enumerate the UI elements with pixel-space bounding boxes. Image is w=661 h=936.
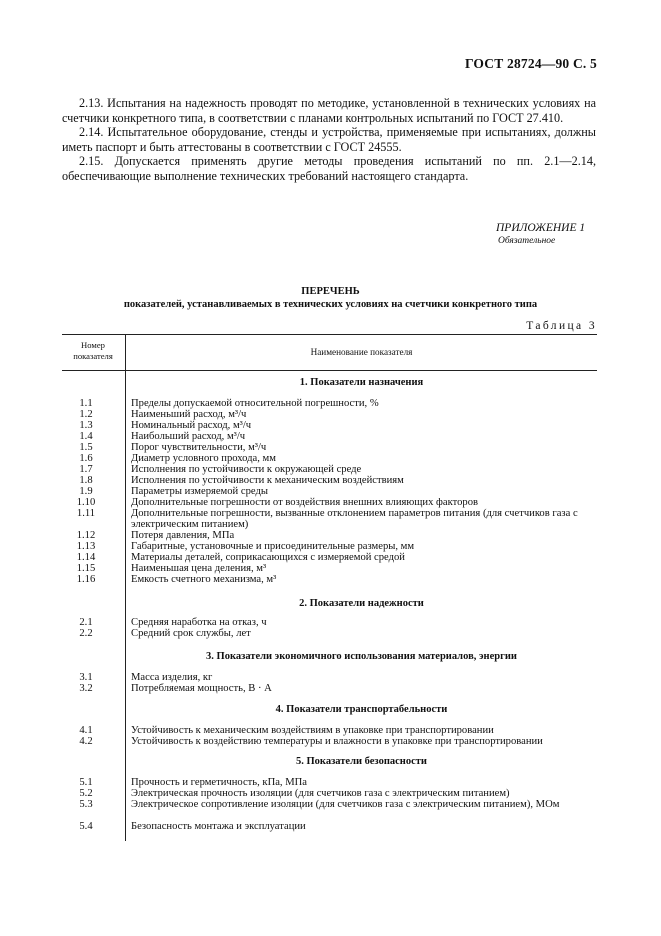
section-title-1: 1. Показатели назначения xyxy=(299,377,424,388)
row-number: 2.2 xyxy=(79,628,93,639)
row-number: 4.2 xyxy=(79,736,93,747)
row-text: Пределы допускаемой относительной погрешности, % xyxy=(131,398,379,409)
row-text: Наименьшая цена деления, м³ xyxy=(131,563,267,574)
row-text: Потеря давления, МПа xyxy=(131,530,235,541)
row-number: 2.1 xyxy=(79,617,93,628)
row-text: Электрическое сопротивление изоляции (для счетчиков газа с электрическим питанием), МОм xyxy=(131,799,560,810)
row-number: 3.1 xyxy=(79,672,93,683)
column-header-name: Наименование показателя xyxy=(310,347,413,357)
column-header-number xyxy=(62,340,124,362)
row-text: Наименьший расход, м³/ч xyxy=(131,409,247,420)
row-number: 5.1 xyxy=(79,777,93,788)
section-title-4: 4. Показатели транспортабельности xyxy=(275,704,448,715)
row-number: 1.2 xyxy=(79,409,93,420)
row-text: Исполнения по устойчивости к окружающей среде xyxy=(131,464,362,475)
body-text xyxy=(62,96,596,184)
row-number: 4.1 xyxy=(79,725,93,736)
list-title-heading: ПЕРЕЧЕНЬ xyxy=(301,286,360,297)
row-text: Устойчивость к механическим воздействиям в упаковке при транспортировании xyxy=(131,725,494,736)
row-number: 3.2 xyxy=(79,683,93,694)
row-number: 1.12 xyxy=(76,530,96,541)
paragraph-2-15: 2.15. Допускается применять другие методы проведения испытаний по пп. 2.1—2.14, обеспечивающие выполнение технических требований настоящего стандарта. xyxy=(62,154,596,183)
row-number: 1.4 xyxy=(79,431,93,442)
row-text: Электрическая прочность изоляции (для счетчиков газа с электрическим питанием) xyxy=(131,788,510,799)
row-text: Устойчивость к воздействию температуры и влажности в упаковке при транспортировании xyxy=(131,736,543,747)
table-top-rule xyxy=(62,334,597,335)
row-number: 1.11 xyxy=(76,508,96,519)
row-text: Средний срок службы, лет xyxy=(131,628,251,639)
row-text: Габаритные, установочные и присоединительные размеры, мм xyxy=(131,541,415,552)
row-number: 5.3 xyxy=(79,799,93,810)
row-number: 1.1 xyxy=(79,398,93,409)
paragraph-2-14: 2.14. Испытательное оборудование, стенды и устройства, применяемые при испытаниях, должны иметь паспорт и быть аттестованы в соответствии с ГОСТ 24555. xyxy=(62,125,596,154)
row-number: 5.4 xyxy=(79,821,93,832)
row-text: Параметры измеряемой среды xyxy=(131,486,268,497)
row-number: 1.6 xyxy=(79,453,93,464)
column-header-number-line1: Номер xyxy=(81,340,105,350)
appendix-label xyxy=(496,222,585,248)
row-number: 5.2 xyxy=(79,788,93,799)
column-header-number-line2: показателя xyxy=(73,351,113,361)
paragraph-2-13: 2.13. Испытания на надежность проводят по методике, установленной в технических условиях на счетчики конкретного типа, в соответствии с планами контрольных испытаний по ГОСТ 27.410. xyxy=(62,96,596,125)
table-header-rule xyxy=(62,370,597,371)
row-text: Потребляемая мощность, В · А xyxy=(131,683,272,694)
row-text: Средняя наработка на отказ, ч xyxy=(131,617,267,628)
row-text: Материалы деталей, соприкасающихся с измеряемой средой xyxy=(131,552,405,563)
row-text: Дополнительные погрешности от воздействия внешних влияющих факторов xyxy=(131,497,478,508)
row-text: Диаметр условного прохода, мм xyxy=(131,453,276,464)
row-text: Масса изделия, кг xyxy=(131,672,213,683)
row-number: 1.10 xyxy=(76,497,96,508)
row-text: Прочность и герметичность, кПа, МПа xyxy=(131,777,307,788)
row-text: Номинальный расход, м³/ч xyxy=(131,420,252,431)
row-number: 1.5 xyxy=(79,442,93,453)
row-text: Наибольший расход, м³/ч xyxy=(131,431,246,442)
row-text: Дополнительные погрешности, вызванные отклонением параметров питания (для счетчиков газа с электрическим питанием) xyxy=(131,508,578,530)
row-text: Исполнения по устойчивости к механическим воздействиям xyxy=(131,475,404,486)
page-header: ГОСТ 28724—90 С. 5 xyxy=(464,56,597,71)
section-title-2: 2. Показатели надежности xyxy=(299,598,424,609)
row-text: Порог чувствительности, м³/ч xyxy=(131,442,267,453)
row-number: 1.9 xyxy=(79,486,93,497)
row-number: 1.15 xyxy=(76,563,96,574)
row-number: 1.14 xyxy=(76,552,96,563)
section-title-5: 5. Показатели безопасности xyxy=(296,756,427,767)
list-title-caption: показателей, устанавливаемых в технических условиях на счетчики конкретного типа xyxy=(123,298,538,310)
appendix-subtitle: Обязательное xyxy=(498,236,556,246)
row-text: Безопасность монтажа и эксплуатации xyxy=(131,821,306,832)
row-number: 1.16 xyxy=(76,574,96,585)
row-number: 1.8 xyxy=(79,475,93,486)
list-title xyxy=(0,286,661,311)
appendix-title: ПРИЛОЖЕНИЕ 1 xyxy=(496,222,586,234)
table-label: Таблица 3 xyxy=(526,320,597,332)
row-number: 1.7 xyxy=(79,464,93,475)
row-number: 1.3 xyxy=(79,420,93,431)
section-title-3: 3. Показатели экономичного использования материалов, энергии xyxy=(206,651,517,662)
row-number: 1.13 xyxy=(76,541,96,552)
row-text: Емкость счетного механизма, м³ xyxy=(131,574,277,585)
